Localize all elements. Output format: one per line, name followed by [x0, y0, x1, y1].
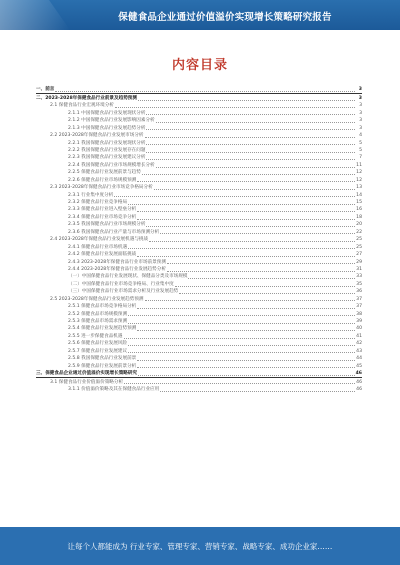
toc-entry-page: 3	[359, 103, 362, 109]
toc-entry-label: 2.4.1 保健食品行业市场机遇	[68, 244, 128, 250]
page-footer	[0, 527, 400, 565]
toc-entry[interactable]	[36, 184, 362, 191]
toc-entry-page: 3	[358, 95, 362, 101]
toc-entry-page: 20	[356, 222, 362, 228]
toc-entry[interactable]	[36, 191, 362, 198]
toc-entry-label: 2.5.7 保健食品行业发展建议	[68, 348, 128, 354]
toc-entry-label: 2.4.4 2023-2028年保健食品行业发展趋势分析	[68, 266, 166, 272]
toc-entry[interactable]	[36, 213, 362, 220]
toc-entry-page: 46	[356, 386, 362, 392]
toc-entry-label: 2.2.2 我国保健食品行业发展存在问题	[68, 147, 146, 153]
toc-entry-label: 2.3.1 行业集中度分析	[68, 192, 114, 198]
toc-entry-label: 3.1.1 价值溢价策略及其在保健食品行业应用	[68, 386, 160, 392]
toc-entry-page: 18	[356, 214, 362, 220]
toc-entry[interactable]	[36, 86, 362, 94]
toc-dot-leader	[55, 91, 355, 92]
toc-entry-page: 3	[359, 125, 362, 131]
toc-entry-page: 36	[356, 289, 362, 295]
toc-entry-label: 二、2023-2028年保健食品行业前景及趋势预测	[36, 95, 137, 101]
toc-entry[interactable]	[36, 273, 362, 280]
toc-dot-leader	[146, 129, 355, 130]
toc-dot-leader	[137, 256, 355, 257]
toc-entry[interactable]	[36, 325, 362, 332]
toc-dot-leader	[114, 196, 355, 197]
toc-entry[interactable]	[36, 176, 362, 183]
toc-entry-page: 44	[356, 356, 362, 362]
toc-entry-page: 25	[356, 237, 362, 243]
toc-dot-leader	[146, 152, 355, 153]
toc-entry[interactable]	[36, 355, 362, 362]
toc-entry-label: 2.5.5 进一步保健食品机遇	[68, 333, 123, 339]
toc-entry-label: 2.4 2023-2028年保健食品行业发展机遇与挑战	[50, 237, 149, 243]
toc-dot-leader	[145, 300, 355, 301]
toc-entry[interactable]	[36, 370, 362, 378]
toc-dot-leader	[146, 159, 355, 160]
toc-entry-page: 11	[356, 162, 362, 168]
toc-entry[interactable]	[36, 132, 362, 139]
toc-entry-page: 35	[356, 281, 362, 287]
toc-dot-leader	[179, 293, 355, 294]
toc-entry-page: 14	[356, 192, 362, 198]
toc-entry[interactable]	[36, 154, 362, 161]
toc-entry-page: 25	[356, 244, 362, 250]
toc-dot-leader	[188, 278, 355, 279]
toc-entry-label: 2.4.3 2023-2028年保健食品行业市场前景预测	[68, 259, 166, 265]
toc-entry-page: 37	[356, 304, 362, 310]
toc-entry[interactable]	[36, 251, 362, 258]
toc-dot-leader	[146, 226, 355, 227]
report-title: 保健食品企业通过价值溢价实现增长策略研究报告	[118, 12, 332, 23]
toc-entry-page: 12	[356, 170, 362, 176]
toc-entry-label: 三、保健食品企业通过价值溢价实现增长策略研究	[36, 371, 138, 377]
toc-entry-label: 2.5.6 保健食品行业发展风险	[68, 341, 128, 347]
footer-slogan: 让每个人都能成为 行业专家、管理专家、营销专家、战略专家、成功企业家……	[67, 542, 333, 551]
toc-entry[interactable]	[36, 109, 362, 116]
toc-entry-label: 2.5.4 保健食品行业发展趋势预测	[68, 326, 137, 332]
toc-entry-label: 2.4.2 保健食品行业发展面临挑战	[68, 252, 137, 258]
toc-dot-leader	[124, 383, 355, 384]
toc-dot-leader	[137, 181, 355, 182]
toc-dot-leader	[160, 391, 355, 392]
toc-dot-leader	[124, 338, 356, 339]
toc-heading: 内容目录	[171, 58, 228, 73]
toc-entry-label: 2.1.3 中国保健食品行业发展趋势分析	[68, 125, 146, 131]
toc-dot-leader	[138, 375, 355, 376]
toc-entry-label: 2.3.6 我国保健食品行业产量与市场预测分析	[68, 229, 160, 235]
toc-entry-page: 27	[356, 252, 362, 258]
toc-dot-leader	[156, 122, 355, 123]
toc-entry[interactable]	[36, 258, 362, 265]
toc-entry[interactable]	[36, 340, 362, 347]
toc-entry[interactable]	[36, 288, 362, 295]
toc-entry[interactable]	[36, 303, 362, 310]
toc-dot-leader	[128, 248, 355, 249]
toc-entry-page: 4	[359, 133, 362, 139]
toc-dot-leader	[149, 241, 355, 242]
toc-entry-page: 39	[356, 319, 362, 324]
toc-entry[interactable]	[36, 236, 362, 243]
toc-entry[interactable]	[36, 199, 362, 206]
toc-entry[interactable]	[36, 318, 362, 325]
toc-entry-label: 2.5.2 保健食品市场规模预测	[68, 311, 128, 317]
toc-entry[interactable]	[36, 117, 362, 124]
toc-entry-label: 2.3.4 保健食品行业市场竞争分析	[68, 214, 137, 220]
toc-dot-leader	[128, 323, 355, 324]
toc-entry-label: 2.2.1 我国保健食品行业发展现状分析	[68, 140, 146, 146]
toc-entry-page: 3	[358, 87, 362, 93]
toc-dot-leader	[145, 137, 355, 138]
toc-entry-label: 一、前言	[36, 87, 55, 93]
toc-entry[interactable]	[36, 295, 362, 302]
toc-entry-label: 2.2 2023-2028年保健食品行业发展市场分析	[50, 133, 144, 139]
toc-dot-leader	[146, 114, 355, 115]
toc-entry-page: 7	[359, 155, 362, 161]
toc-entry[interactable]	[36, 139, 362, 146]
toc-entry[interactable]	[36, 169, 362, 176]
toc-dot-leader	[115, 107, 355, 108]
toc-entry[interactable]	[36, 161, 362, 168]
toc-dot-leader	[137, 211, 355, 212]
toc-entry-label: 2.3.5 我国保健食品行业市场规模分析	[68, 222, 146, 228]
toc-entry-label: 2.1.1 中国保健食品行业发展现状分析	[68, 110, 146, 116]
toc-entry-page: 41	[356, 333, 362, 339]
toc-dot-leader	[167, 263, 355, 264]
toc-entry-label: 2.5.1 保健食品市场竞争格局分析	[68, 304, 137, 310]
toc-entry-page: 16	[356, 207, 362, 213]
toc-entry-page: 5	[359, 140, 362, 146]
toc-entry-label: 2.2.4 我国保健食品行业市场规模增长分析	[68, 162, 155, 168]
toc-entry[interactable]	[36, 124, 362, 131]
toc-entry-label: 2.5 2023-2028年保健食品行业发展趋势预测	[50, 296, 144, 302]
toc-entry[interactable]	[36, 94, 362, 101]
toc-dot-leader	[137, 367, 355, 368]
toc-entry-label: （二）中国保健食品行业市场竞争格局、行业集中度	[68, 281, 174, 287]
toc-entry[interactable]	[36, 243, 362, 250]
toc-entry[interactable]	[36, 378, 362, 385]
toc-entry-label: （一）中国保健食品行业发展现状、保健品分类及市场规模	[68, 274, 188, 280]
toc-entry-page: 46	[356, 379, 362, 385]
toc-list	[36, 86, 362, 393]
toc-entry-page: 31	[356, 266, 362, 272]
toc-entry-page: 42	[356, 341, 362, 347]
toc-entry-page: 3	[359, 118, 362, 124]
toc-entry[interactable]	[36, 266, 362, 273]
toc-dot-leader	[128, 315, 355, 316]
toc-entry[interactable]	[36, 221, 362, 228]
toc-dot-leader	[138, 100, 355, 101]
toc-entry[interactable]	[36, 310, 362, 317]
toc-entry-page: 40	[356, 326, 362, 332]
toc-entry-page: 5	[359, 147, 362, 153]
toc-dot-leader	[128, 352, 355, 353]
toc-dot-leader	[137, 219, 355, 220]
toc-dot-leader	[146, 144, 355, 145]
toc-entry[interactable]	[36, 280, 362, 287]
toc-entry[interactable]	[36, 386, 362, 393]
toc-entry-label: 2.5.3 保健食品市场需求预测	[68, 319, 128, 324]
toc-entry-page: 43	[356, 348, 362, 354]
toc-entry-label: 2.3 2023-2028年保健食品行业市场竞争格局分析	[50, 185, 153, 191]
toc-dot-leader	[156, 167, 355, 168]
toc-entry[interactable]	[36, 332, 362, 339]
toc-dot-leader	[175, 286, 355, 287]
toc-dot-leader	[167, 271, 355, 272]
toc-entry-page: 45	[356, 363, 362, 369]
toc-dot-leader	[128, 204, 355, 205]
toc-dot-leader	[137, 330, 355, 331]
toc-entry[interactable]	[36, 102, 362, 109]
toc-entry-page: 29	[356, 259, 362, 265]
toc-entry-label: 2.2.6 保健食品行业市场规模预测	[68, 177, 137, 183]
toc-entry-label: 2.5.8 我国保健食品行业发展前景	[68, 356, 137, 362]
toc-dot-leader	[137, 308, 355, 309]
toc-entry-page: 12	[356, 177, 362, 183]
toc-entry-page: 15	[356, 200, 362, 205]
toc-entry[interactable]	[36, 347, 362, 354]
toc-dot-leader	[154, 189, 355, 190]
toc-entry-label: 3.1 保健食品行业价值溢价策略分析	[50, 379, 124, 385]
toc-entry-label: 2.3.2 保健食品行业竞争格局	[68, 200, 128, 205]
toc-dot-leader	[160, 233, 355, 234]
toc-entry-label: 2.5.9 保健食品行业发展前景分析	[68, 363, 137, 369]
toc-entry-label: 2.2.5 保健食品行业发展前景与趋势	[68, 170, 141, 176]
toc-entry-page: 37	[356, 296, 362, 302]
toc-entry-label: 2.2.3 我国保健食品行业发展建议分析	[68, 155, 146, 161]
toc-entry[interactable]	[36, 206, 362, 213]
toc-entry-page: 38	[356, 311, 362, 317]
toc-entry-page: 3	[359, 110, 362, 116]
toc-entry-page: 46	[355, 371, 362, 377]
toc-entry-page: 13	[356, 185, 362, 191]
toc-entry[interactable]	[36, 228, 362, 235]
page-header	[0, 0, 400, 30]
toc-entry-label: 2.1.2 中国保健食品行业发展影响因素分析	[68, 118, 155, 124]
toc-entry-label: （三）中国保健食品行业市场需求分析及行业发展趋势	[68, 289, 179, 295]
toc-dot-leader	[128, 345, 355, 346]
toc-entry-label: 2.1 保健食品行业宏观环境分析	[50, 103, 114, 109]
toc-dot-leader	[142, 174, 355, 175]
toc-entry-page: 33	[356, 274, 362, 280]
toc-entry-page: 22	[356, 229, 362, 235]
toc-entry[interactable]	[36, 147, 362, 154]
toc-entry-label: 2.3.3 保健食品行业进入壁垒分析	[68, 207, 137, 213]
toc-entry[interactable]	[36, 362, 362, 369]
toc-dot-leader	[137, 360, 355, 361]
